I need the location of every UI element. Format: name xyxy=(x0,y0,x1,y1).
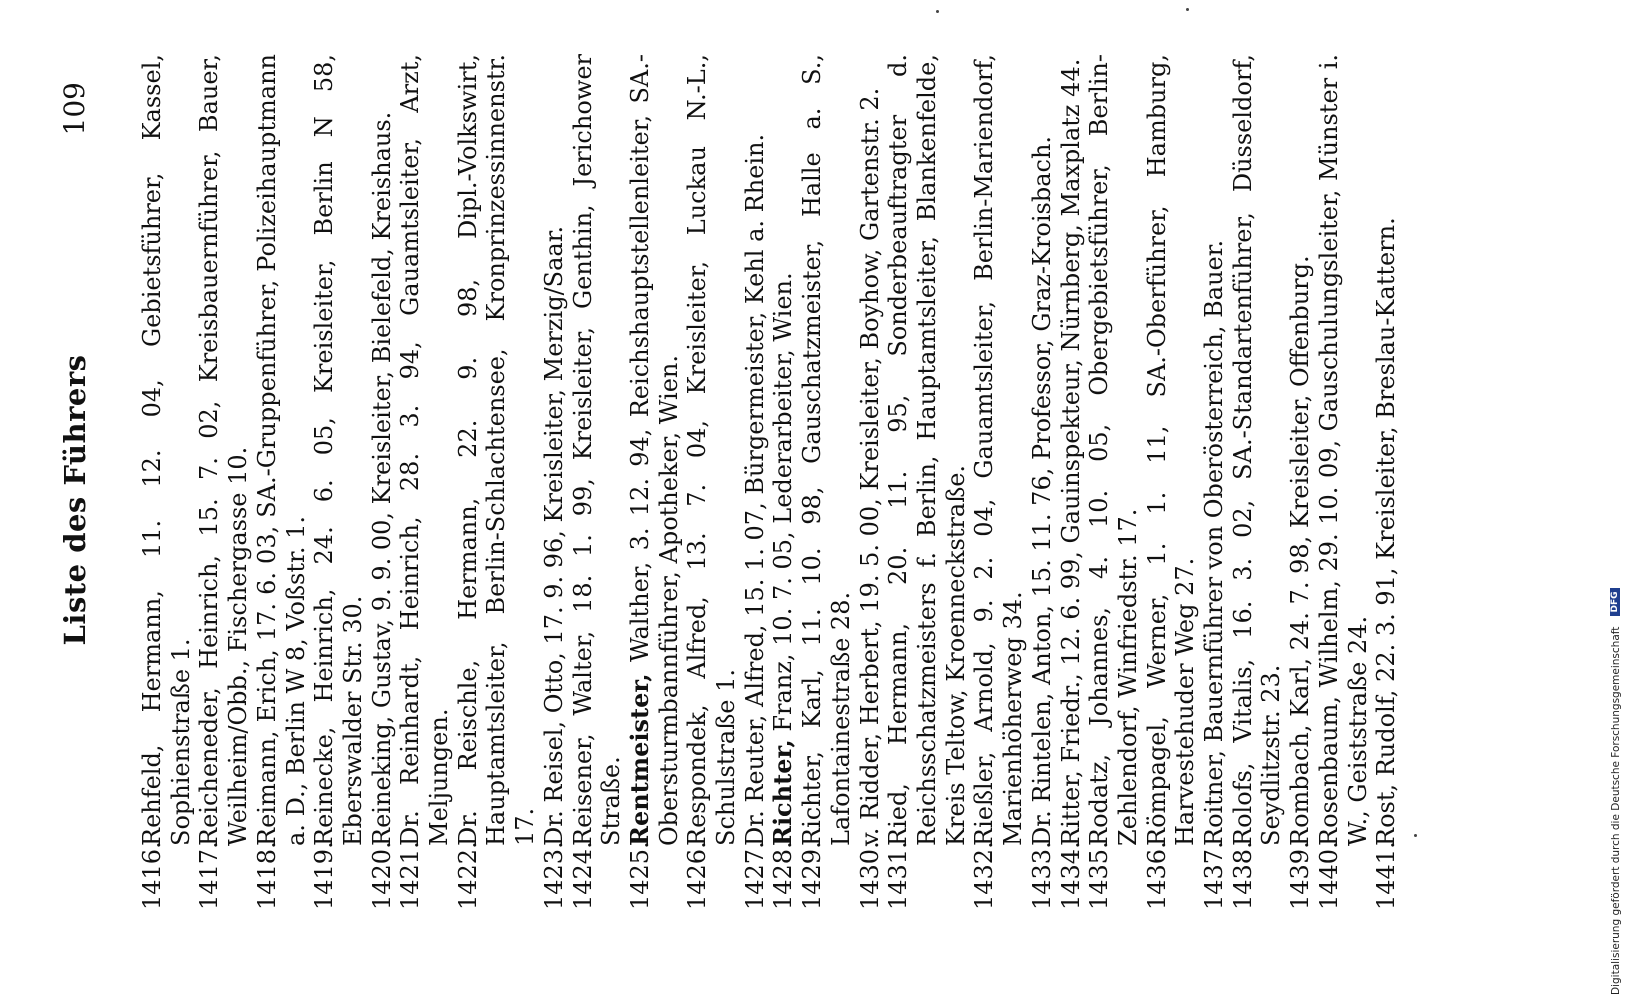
entry-text xyxy=(626,50,683,846)
entry-name: Dr. Reinhardt, Heinrich, xyxy=(396,516,425,846)
list-item xyxy=(1200,50,1229,910)
list-item xyxy=(626,50,683,910)
list-item xyxy=(1143,50,1200,910)
entry-name: Dr. Rintelen, Anton, xyxy=(1027,605,1056,846)
scan-speck xyxy=(936,10,939,13)
entry-text xyxy=(1315,50,1372,846)
entry-name: Reisener, Walter, xyxy=(568,630,597,846)
list-item xyxy=(138,50,195,910)
entry-text xyxy=(1057,50,1086,846)
entry-details: 18. 1. 99, Kreisleiter, Genthin, Jerichower Straße. xyxy=(568,54,626,846)
entry-text xyxy=(396,50,453,846)
list-item xyxy=(396,50,453,910)
digitization-note xyxy=(1604,10,1622,995)
list-item xyxy=(540,50,569,910)
entry-name: Reineking, Gustav, xyxy=(367,618,396,846)
entry-name: Reicheneder, Heinrich, xyxy=(195,554,224,846)
entry-text xyxy=(1372,50,1401,846)
entry-name: Respondek, Alfred, xyxy=(683,596,712,846)
entry-number: 1432. xyxy=(970,841,999,910)
entry-details: 12. 6. 99, Gauinspekteur, Nürnberg, Maxplatz 44. xyxy=(1056,58,1085,666)
entry-text xyxy=(884,50,970,846)
entry-number: 1426. xyxy=(683,841,712,910)
entry-name: Rodatz, Johannes, xyxy=(1085,606,1114,846)
list-item xyxy=(741,50,770,910)
dfg-logo: DFG xyxy=(1610,589,1620,616)
entry-name: Rosenbaum, Wilhelm, xyxy=(1314,580,1343,846)
entry-text xyxy=(1286,50,1315,846)
entry-name: Dr. Reuter, Alfred, xyxy=(740,624,769,846)
entry-number: 1420. xyxy=(367,841,396,910)
entry-name: Ried, Hermann, xyxy=(884,622,913,846)
entry-name: Dr. Reisel, Otto, xyxy=(539,652,568,846)
entry-details: 24. 6. 05, Kreisleiter, Berlin N 58, Eberswalder Str. 30. xyxy=(310,54,367,846)
entry-name: v. Ridder, Herbert, xyxy=(855,620,884,846)
entry-text xyxy=(569,50,626,846)
entry-name: Rießler, Arnold, xyxy=(970,642,999,846)
entry-text xyxy=(741,50,770,846)
entry-text xyxy=(1085,50,1142,846)
entry-number: 1437. xyxy=(1200,841,1229,910)
entry-text xyxy=(195,50,252,846)
entry-number: 1427. xyxy=(740,841,769,910)
entry-details: 13. 7. 04, Kreisleiter, Luckau N.-L., Schulstraße 1. xyxy=(683,54,741,846)
entry-details: 15. 11. 76, Professor, Graz-Kroisbach. xyxy=(1027,135,1056,598)
list-item xyxy=(683,50,740,910)
list-item xyxy=(856,50,885,910)
entry-number: 1435. xyxy=(1085,841,1114,910)
entry-details: 17. 9. 96, Kreisleiter, Merzig/Saar. xyxy=(539,225,568,645)
entry-number: 1434. xyxy=(1056,841,1085,910)
entry-details: 4. 10. 05, Obergebietsführer, Berlin-Zehlendorf, Winfriedstr. 17. xyxy=(1085,54,1142,846)
entry-details: 24. 7. 98, Kreisleiter, Offenburg. xyxy=(1286,255,1315,651)
running-title: Liste des Führers xyxy=(58,354,92,646)
entry-number: 1418. xyxy=(252,841,281,910)
entry-details: Walther, 3. 12. 94, Reichshauptstellenleiter, SA.-Obersturmbannführer, Apotheker, Wien. xyxy=(625,54,683,846)
entry-name: Rentmeister, xyxy=(624,673,654,846)
entry-name: Rost, Rudolf, xyxy=(1372,689,1401,846)
page-number: 109 xyxy=(58,82,91,136)
page-header xyxy=(58,0,92,1000)
entry-list xyxy=(138,50,1401,910)
list-item xyxy=(569,50,626,910)
entry-text xyxy=(253,50,310,846)
list-item xyxy=(1229,50,1286,910)
digitization-note-text: Digitalisierung gefördert durch die Deutsche Forschungsgemeinschaft xyxy=(1610,626,1622,995)
entry-number: 1417. xyxy=(195,841,224,910)
entry-name: Rolofs, Vitalis, xyxy=(1228,658,1257,846)
entry-text xyxy=(769,50,798,846)
entry-details: 15. 7. 02, Kreisbauernführer, Bauer, Weilheim/Obb., Fischergasse 10. xyxy=(195,53,253,846)
entry-details: 22. 3. 91, Kreisleiter, Breslau-Kattern. xyxy=(1372,217,1401,682)
entry-number: 1433. xyxy=(1027,841,1056,910)
entry-details: Bauernführer von Oberösterreich, Bauer. xyxy=(1200,239,1229,743)
entry-details: 16. 3. 02, SA.-Standartenführer, Düsseldorf, Seydlitzstr. 23. xyxy=(1228,53,1286,846)
entry-text xyxy=(310,50,367,846)
entry-name: Richter, xyxy=(768,739,798,846)
entry-number: 1431. xyxy=(884,841,913,910)
list-item xyxy=(1085,50,1142,910)
list-item xyxy=(1286,50,1315,910)
entry-details: 11. 10. 98, Gauschatzmeister, Halle a. S., Lafontainestraße 28. xyxy=(798,54,855,846)
list-item xyxy=(970,50,1027,910)
entry-details: 22. 9. 98, Dipl.-Volkswirt, Hauptamtsleiter, Berlin-Schlachtensee, Kronprinzessinnenstr. 17. xyxy=(453,54,540,846)
list-item xyxy=(798,50,855,910)
scan-speck xyxy=(1186,8,1189,11)
entry-details: 28. 3. 94, Gauamtsleiter, Arzt, Meljungen. xyxy=(396,54,454,846)
entry-details: 17. 6. 03, SA.-Gruppenführer, Polizeihauptmann a. D., Berlin W 8, Voßstr. 1. xyxy=(252,54,310,846)
entry-number: 1419. xyxy=(310,841,339,910)
entry-name: Reimann, Erich, xyxy=(252,649,281,846)
entry-number: 1422. xyxy=(453,841,482,910)
entry-text xyxy=(856,50,885,846)
list-item xyxy=(454,50,540,910)
entry-number: 1441. xyxy=(1372,841,1401,910)
entry-text xyxy=(1143,50,1200,846)
entry-name: Roitner, xyxy=(1200,750,1229,846)
entry-number: 1423. xyxy=(539,841,568,910)
entry-text xyxy=(454,50,540,846)
entry-details: Franz, 10. 7. 05, Lederarbeiter, Wien. xyxy=(769,272,798,732)
entry-text xyxy=(368,50,397,846)
entry-number: 1438. xyxy=(1228,841,1257,910)
entry-details: 15. 1. 07, Bürgermeister, Kehl a. Rhein. xyxy=(740,133,769,617)
entry-text xyxy=(138,50,195,846)
list-item xyxy=(368,50,397,910)
entry-number: 1429. xyxy=(798,841,827,910)
entry-name: Reinecke, Heinrich, xyxy=(310,588,339,846)
list-item xyxy=(1315,50,1372,910)
entry-number: 1440. xyxy=(1314,841,1343,910)
entry-details: 29. 10. 09, Gauschulungsleiter, Münster i. W., Geiststraße 24. xyxy=(1314,54,1372,846)
list-item xyxy=(1057,50,1086,910)
entry-number: 1416. xyxy=(138,841,166,910)
entry-text xyxy=(1028,50,1057,846)
entry-number: 1421. xyxy=(396,841,425,910)
entry-text xyxy=(798,50,855,846)
entry-details: 20. 11. 95, Sonderbeauftragter d. Reichsschatzmeisters f. Berlin, Hauptamtsleiter, Blankenfelde, Kreis Teltow, Kroenneckstraße. xyxy=(884,54,970,846)
entry-name: Dr. Reischle, Hermann, xyxy=(453,497,482,846)
list-item xyxy=(310,50,367,910)
list-item xyxy=(1372,50,1401,910)
scan-speck xyxy=(1414,834,1417,837)
entry-number: 1436. xyxy=(1142,841,1171,910)
entry-name: Römpagel, Werner, xyxy=(1142,593,1171,846)
entry-details: 19. 5. 00, Kreisleiter, Boyhow, Gartenstr. 2. xyxy=(855,87,884,613)
entry-details: 9. 2. 04, Gauamtsleiter, Berlin-Mariendorf, Marienhöherweg 34. xyxy=(970,54,1028,846)
list-item xyxy=(195,50,252,910)
entry-name: Rombach, Karl, xyxy=(1286,657,1315,846)
entry-details: 9. 9. 00, Kreisleiter, Bielefeld, Kreishaus. xyxy=(367,111,396,612)
entry-text xyxy=(970,50,1027,846)
entry-number: 1439. xyxy=(1286,841,1315,910)
entry-text xyxy=(540,50,569,846)
list-item xyxy=(253,50,310,910)
entry-name: Richter, Karl, xyxy=(798,669,827,846)
entry-name: Ritter, Friedr., xyxy=(1056,673,1085,846)
entry-text xyxy=(683,50,740,846)
list-item xyxy=(1028,50,1057,910)
entry-number: 1430. xyxy=(855,841,884,910)
list-item xyxy=(884,50,970,910)
entry-text xyxy=(1200,50,1229,846)
entry-details: 1. 1. 11, SA.-Oberführer, Hamburg, Harvestehuder Weg 27. xyxy=(1142,54,1200,846)
entry-number: 1428. xyxy=(769,841,798,910)
entry-number: 1424. xyxy=(568,841,597,910)
entry-number: 1425. xyxy=(625,841,654,910)
entry-text xyxy=(1229,50,1286,846)
entry-details: 11. 12. 04, Gebietsführer, Kassel, Sophienstraße 1. xyxy=(138,53,195,846)
list-item xyxy=(769,50,798,910)
entry-name: Rehfeld, Hermann, xyxy=(138,590,166,846)
